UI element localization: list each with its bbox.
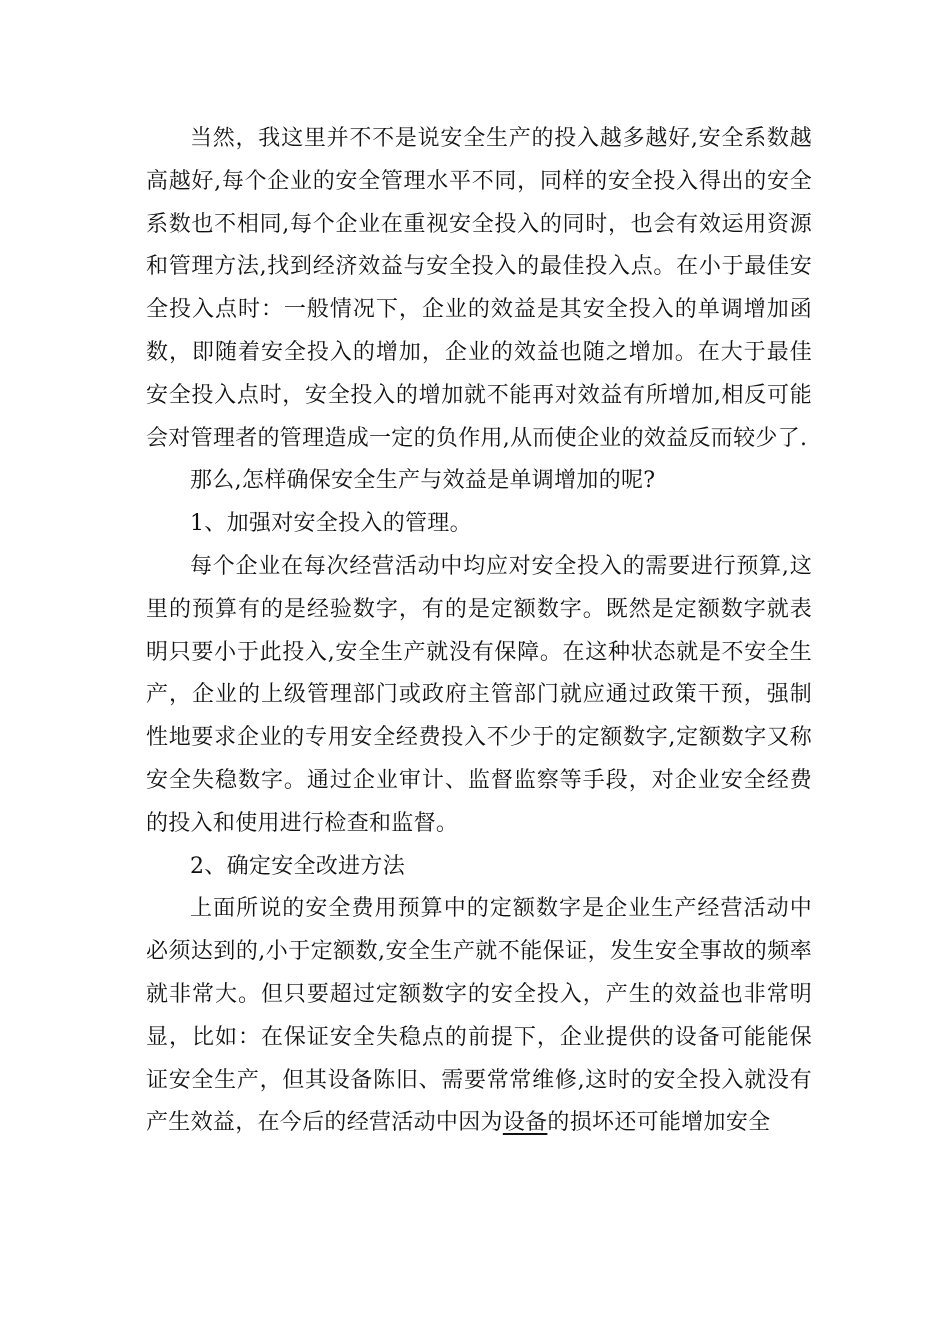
section-heading-2: 2、确定安全改进方法 bbox=[190, 853, 405, 879]
paragraph-budget: 每个企业在每次经营活动中均应对安全投入的需要进行预算,这里的预算有的是经验数字，有的是定额数字。既然是定额数字就表明只要小于此投入,安全生产就没有保障。在这种状态就是不安全生产，企业的上级管理部门或政府主管部门就应通过政策干预，强制性地要求企业的专用安全经费投入不少于的定额数字,定额数字又称安全失稳数字。通过企业审计、监督监察等手段，对企业安全经费的投入和使用进行检查和监督。 bbox=[146, 553, 812, 836]
paragraph-text-after: 的损坏还可能增加安全 bbox=[547, 1110, 771, 1136]
paragraph-safety-investment: 当然，我这里并不不是说安全生产的投入越多越好,安全系数越高越好,每个企业的安全管理水平不同，同样的安全投入得出的安全系数也不相同,每个企业在重视安全投入的同时，也会有效运用资源和管理方法,找到经济效益与安全投入的最佳投入点。在小于最佳安全投入点时：一般情况下，企业的效益是其安全投入的单调增加函数，即随着安全投入的增加，企业的效益也随之增加。在大于最佳安全投入点时，安全投入的增加就不能再对效益有所增加,相反可能会对管理者的管理造成一定的负作用,从而使企业的效益反而较少了. bbox=[146, 126, 812, 451]
document-body bbox=[146, 118, 812, 1145]
paragraph-question: 那么,怎样确保安全生产与效益是单调增加的呢? bbox=[190, 468, 656, 494]
section-heading-1: 1、加强对安全投入的管理。 bbox=[190, 511, 472, 537]
underlined-term: 设备 bbox=[502, 1110, 548, 1136]
paragraph-text-before: 上面所说的安全费用预算中的定额数字是企业生产经营活动中必须达到的,小于定额数,安全生产就不能保证，发生安全事故的频率就非常大。但只要超过定额数字的安全投入，产生的效益也非常明显，比如：在保证安全失稳点的前提下，企业提供的设备可能能保证安全生产，但其设备陈旧、需要常常维修,这时的安全投入就没有产生效益，在今后的经营活动中因为 bbox=[146, 896, 812, 1136]
paragraph-improvement bbox=[146, 888, 812, 1145]
